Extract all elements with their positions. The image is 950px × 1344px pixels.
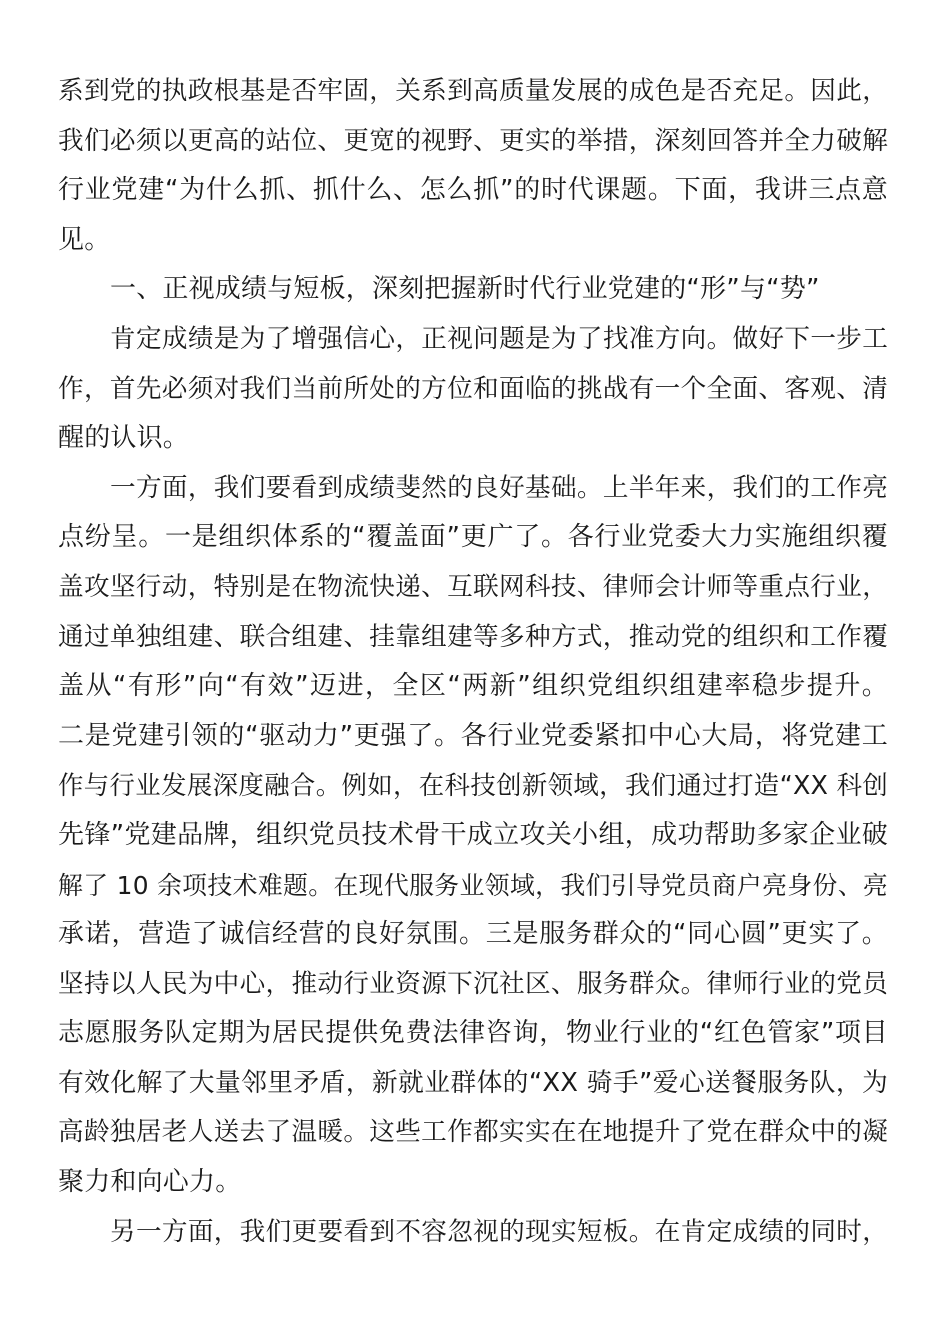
text-line: 系到党的执政根基是否牢固，关系到高质量发展的成色是否充足。因此， — [58, 76, 888, 106]
text-line: 作与行业发展深度融合。例如，在科技创新领域，我们通过打造“XX 科创 — [58, 770, 888, 801]
text-line: 盖从“有形”向“有效”迈进，全区“两新”组织党组织组建率稳步提升。 — [58, 671, 888, 702]
body-text — [58, 67, 888, 1257]
text-line: 醒的认识。 — [58, 423, 190, 454]
text-line: 我们必须以更高的站位、更宽的视野、更实的举措，深刻回答并全力破解 — [58, 125, 888, 156]
text-line: 盖攻坚行动，特别是在物流快递、互联网科技、律师会计师等重点行业， — [58, 571, 888, 602]
text-line: 解了 10 余项技术难题。在现代服务业领域，我们引导党员商户亮身份、亮 — [58, 870, 888, 900]
text-line: 聚力和向心力。 — [58, 1167, 242, 1198]
text-line: 一方面，我们要看到成绩斐然的良好基础。上半年来，我们的工作亮 — [110, 472, 888, 503]
text-line: 二是党建引领的“驱动力”更强了。各行业党委紧扣中心大局，将党建工 — [58, 720, 888, 751]
text-line: 点纷呈。一是组织体系的“覆盖面”更广了。各行业党委大力实施组织覆 — [58, 522, 888, 553]
text-line: 高龄独居老人送去了温暖。这些工作都实实在在地提升了党在群众中的凝 — [58, 1117, 888, 1148]
text-line: 行业党建“为什么抓、抓什么、怎么抓”的时代课题。下面，我讲三点意 — [58, 175, 888, 206]
text-line: 一、正视成绩与短板，深刻把握新时代行业党建的“形”与“势” — [110, 274, 820, 305]
text-line: 见。 — [58, 224, 111, 255]
text-line: 志愿服务队定期为居民提供免费法律咨询，物业行业的“红色管家”项目 — [58, 1018, 888, 1049]
text-line: 先锋”党建品牌，组织党员技术骨干成立攻关小组，成功帮助多家企业破 — [58, 819, 888, 850]
text-line: 另一方面，我们更要看到不容忽视的现实短板。在肯定成绩的同时， — [110, 1216, 888, 1247]
text-line: 通过单独组建、联合组建、挂靠组建等多种方式，推动党的组织和工作覆 — [58, 621, 888, 652]
text-line: 坚持以人民为中心，推动行业资源下沉社区、服务群众。律师行业的党员 — [58, 968, 888, 999]
text-line: 承诺，营造了诚信经营的良好氛围。三是服务群众的“同心圆”更实了。 — [58, 919, 888, 950]
text-line: 肯定成绩是为了增强信心，正视问题是为了找准方向。做好下一步工 — [110, 323, 888, 354]
text-line: 作，首先必须对我们当前所处的方位和面临的挑战有一个全面、客观、清 — [58, 373, 888, 404]
text-line: 有效化解了大量邻里矛盾，新就业群体的“XX 骑手”爱心送餐服务队，为 — [58, 1067, 888, 1098]
